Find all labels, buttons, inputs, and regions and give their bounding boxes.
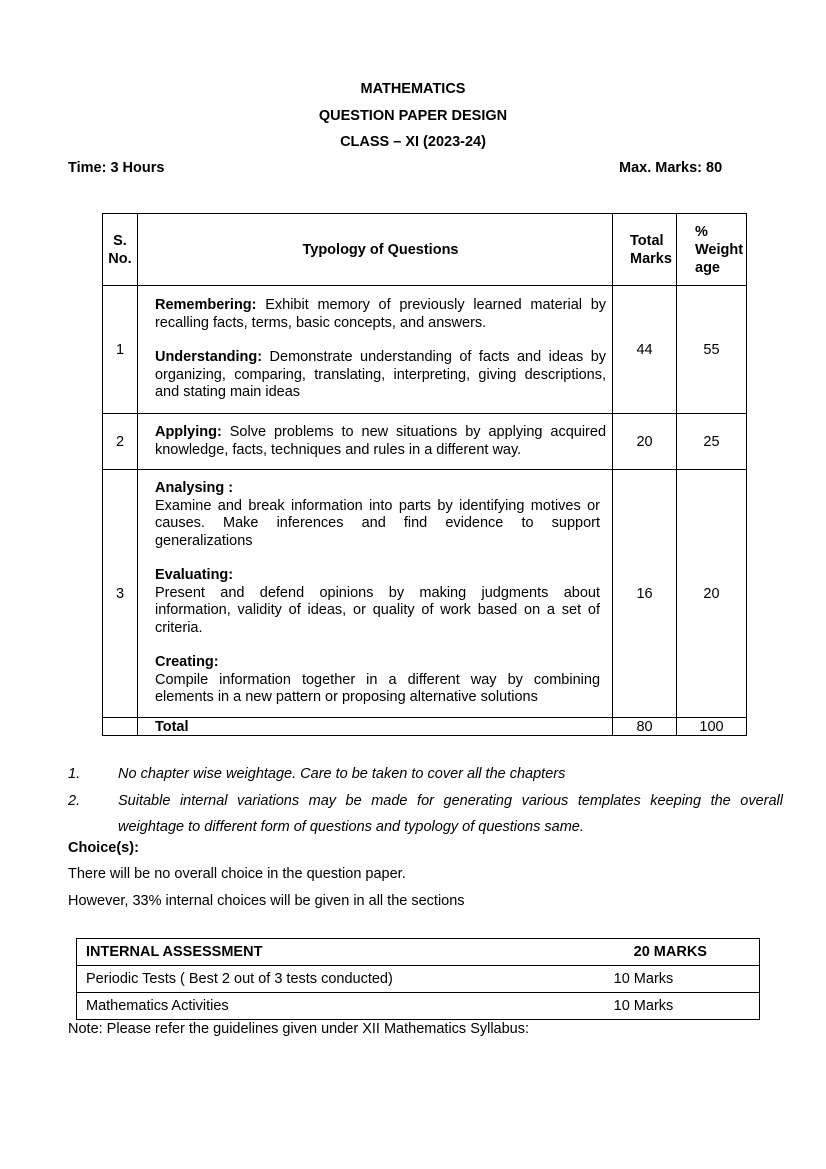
row-marks: 20 bbox=[613, 414, 677, 470]
row-sno: 3 bbox=[103, 470, 138, 718]
header-weight-line3: age bbox=[695, 259, 720, 276]
header-weightage bbox=[677, 214, 747, 286]
time-label: Time: 3 Hours bbox=[68, 160, 165, 176]
row-typology bbox=[137, 286, 612, 414]
typology-item bbox=[155, 297, 606, 332]
choices-line: However, 33% internal choices will be given in all the sections bbox=[68, 893, 465, 909]
header-weight-line1: % bbox=[695, 223, 708, 240]
note-number: 1. bbox=[68, 766, 81, 782]
ia-row-marks: 10 Marks bbox=[606, 993, 760, 1020]
table-row bbox=[77, 993, 760, 1020]
header-weight-line2: Weight bbox=[695, 241, 744, 258]
ia-row-marks: 10 Marks bbox=[606, 966, 760, 993]
note-item bbox=[68, 788, 783, 841]
typology-item-title: Analysing : bbox=[154, 480, 234, 497]
note-text: No chapter wise weightage. Care to be taken to cover all the chapters bbox=[118, 766, 566, 782]
typology-item-text: Demonstrate understanding of facts and ideas by organizing, comparing, translating, interpreting, giving descriptions, and stating main ideas bbox=[154, 349, 607, 401]
typology-item-text: Examine and break information into parts by identifying motives or causes. Make inferences and find evidence to support generalizations bbox=[154, 497, 601, 549]
typology-item bbox=[155, 349, 606, 402]
table-total-row bbox=[103, 718, 747, 736]
typology-item-title: Remembering: bbox=[154, 297, 257, 314]
row-weight: 20 bbox=[677, 470, 747, 718]
row-typology bbox=[137, 470, 612, 718]
table-row bbox=[103, 470, 747, 718]
note-text: Suitable internal variations may be made for generating various templates keeping the overall weightage to different form of questions and typology of questions same. bbox=[118, 792, 783, 835]
class-title: CLASS – XI (2023-24) bbox=[340, 134, 486, 150]
header-sno-line1: S. bbox=[113, 232, 127, 249]
ia-title: INTERNAL ASSESSMENT bbox=[77, 939, 606, 966]
ia-row-label: Mathematics Activities bbox=[77, 993, 606, 1020]
choices-heading: Choice(s): bbox=[68, 840, 139, 856]
typology-item-text: Solve problems to new situations by applying acquired knowledge, facts, techniques and rules in a different way. bbox=[154, 424, 607, 458]
note-item bbox=[68, 761, 783, 788]
total-marks: 80 bbox=[613, 718, 677, 736]
typology-item-title: Evaluating: bbox=[154, 567, 234, 584]
row-weight: 25 bbox=[677, 414, 747, 470]
internal-assessment-table bbox=[76, 938, 760, 1020]
header-sno bbox=[103, 214, 138, 286]
table-row bbox=[103, 286, 747, 414]
row-sno: 1 bbox=[103, 286, 138, 414]
notes-list bbox=[68, 761, 783, 841]
header-total-marks bbox=[613, 214, 677, 286]
header-marks-line1: Total bbox=[630, 232, 664, 249]
header-sno-line2: No. bbox=[108, 250, 132, 267]
typology-item-title: Creating: bbox=[154, 654, 219, 671]
typology-item-text: Exhibit memory of previously learned material by recalling facts, terms, basic concepts, and answers. bbox=[154, 297, 607, 331]
row-weight: 55 bbox=[677, 286, 747, 414]
max-marks-label: Max. Marks: 80 bbox=[619, 160, 723, 176]
header-typology: Typology of Questions bbox=[137, 214, 612, 286]
header-marks-line2: Marks bbox=[630, 250, 672, 267]
typology-table bbox=[102, 213, 747, 736]
row-sno: 2 bbox=[103, 414, 138, 470]
ia-total-marks: 20 MARKS bbox=[606, 939, 760, 966]
ia-header-row bbox=[77, 939, 760, 966]
typology-item bbox=[155, 654, 600, 672]
footer-note: Note: Please refer the guidelines given under XII Mathematics Syllabus: bbox=[68, 1021, 530, 1037]
typology-item-title: Applying: bbox=[154, 424, 222, 440]
typology-item-text: Compile information together in a different way by combining elements in a new pattern or proposing alternative solutions bbox=[154, 671, 601, 706]
table-row bbox=[77, 966, 760, 993]
row-marks: 16 bbox=[613, 470, 677, 718]
ia-row-label: Periodic Tests ( Best 2 out of 3 tests conducted) bbox=[77, 966, 606, 993]
typology-item bbox=[155, 424, 606, 459]
row-marks: 44 bbox=[613, 286, 677, 414]
table-header-row bbox=[103, 214, 747, 286]
table-row bbox=[103, 414, 747, 470]
choices-line: There will be no overall choice in the question paper. bbox=[68, 866, 406, 882]
subject-title: MATHEMATICS bbox=[360, 81, 466, 97]
typology-item bbox=[155, 567, 600, 585]
note-number: 2. bbox=[68, 792, 81, 809]
total-label: Total bbox=[137, 718, 612, 736]
design-title: QUESTION PAPER DESIGN bbox=[318, 108, 508, 124]
typology-item-text: Present and defend opinions by making judgments about information, validity of ideas, or quality of work based on a set of criteria. bbox=[154, 584, 601, 636]
typology-item-title: Understanding: bbox=[154, 349, 263, 366]
total-weight: 100 bbox=[677, 718, 747, 736]
row-typology bbox=[137, 414, 612, 470]
typology-item bbox=[155, 480, 600, 498]
